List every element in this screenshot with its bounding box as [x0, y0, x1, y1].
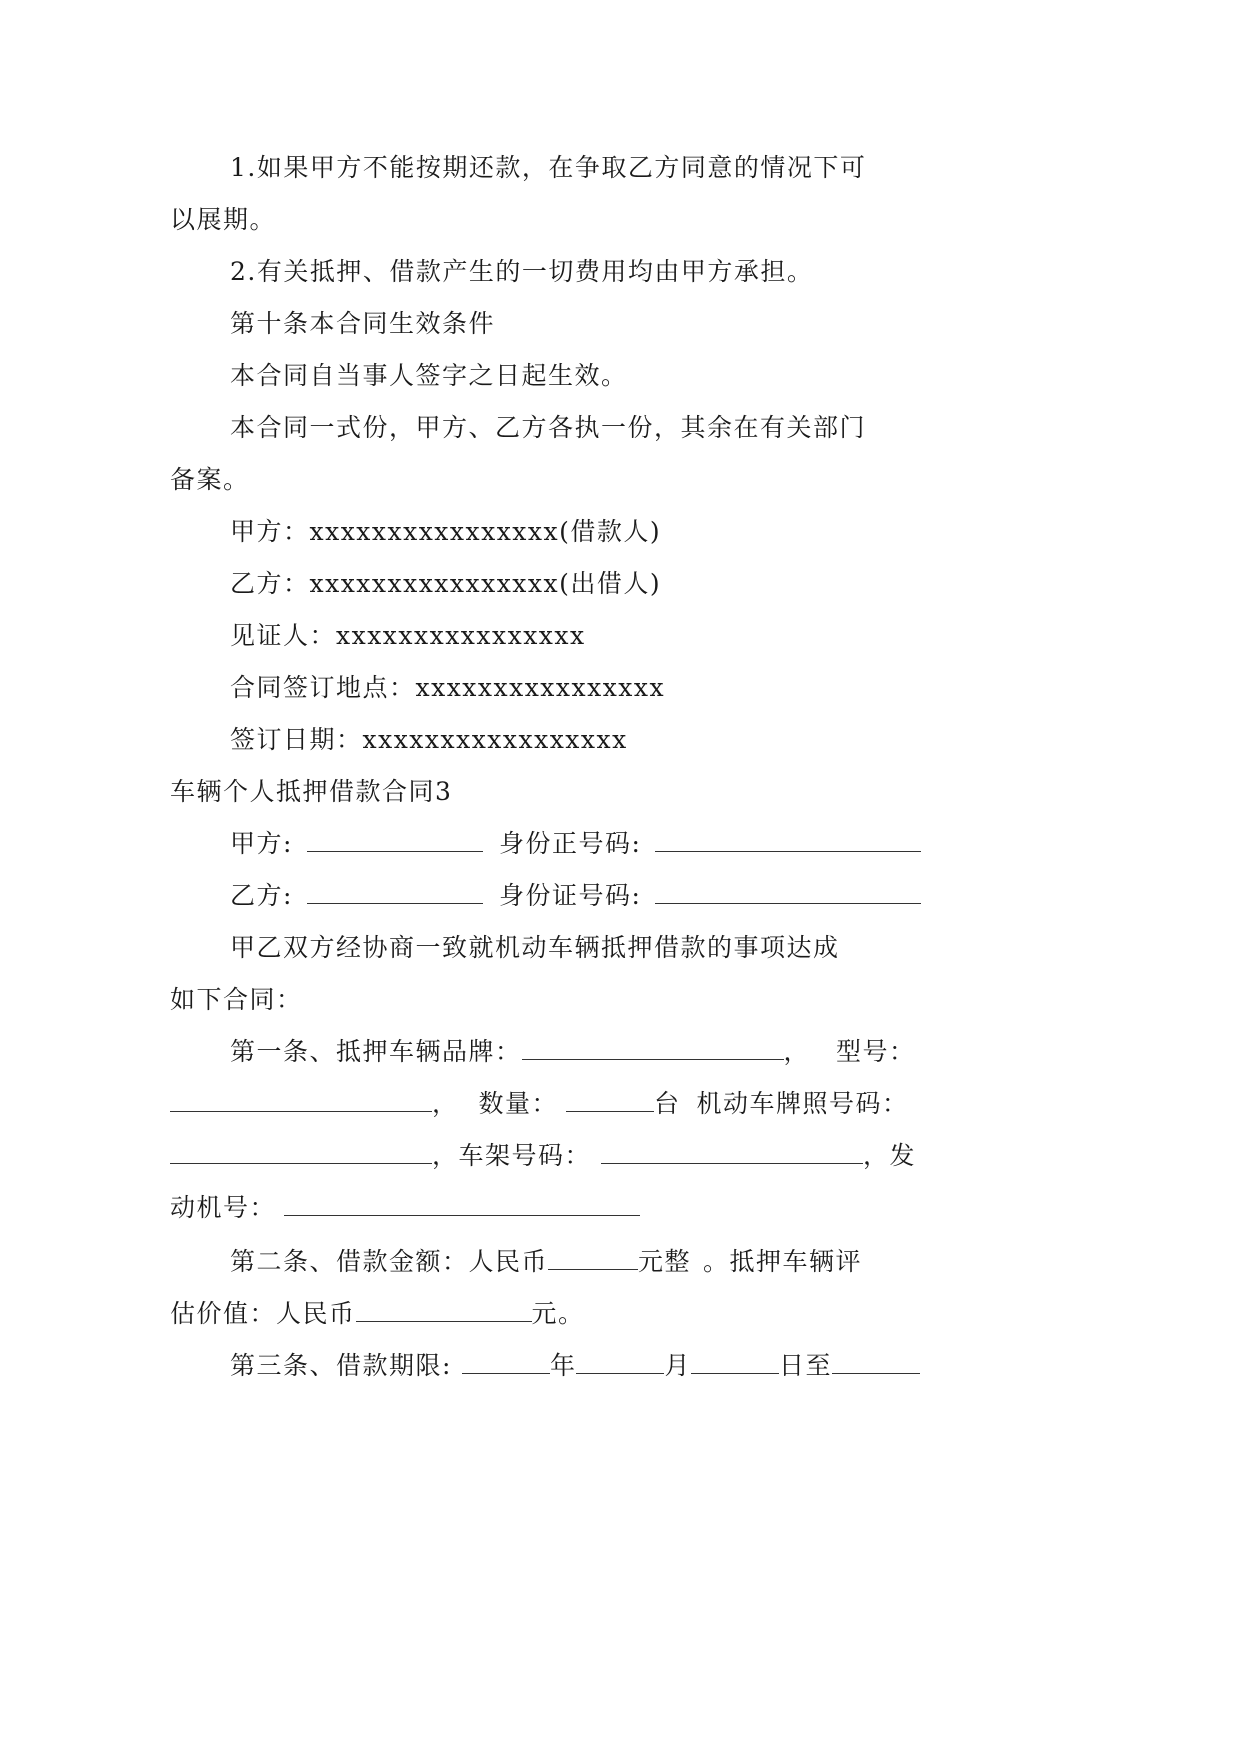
- brand-blank: [522, 1039, 784, 1060]
- valuation-label: 估价值：人民币: [170, 1299, 356, 1328]
- model-label: 型号：: [836, 1037, 916, 1066]
- quantity-blank: [566, 1091, 654, 1112]
- valuation-blank: [356, 1301, 532, 1322]
- quantity-label: 数量：: [478, 1089, 559, 1118]
- article-1-line-3: [170, 1140, 916, 1172]
- month-blank: [576, 1353, 664, 1374]
- party-b-blank: [307, 883, 483, 904]
- signature-party-a: 甲方：xxxxxxxxxxxxxxxx(借款人): [230, 517, 662, 546]
- paragraph-text: 本合同自当事人签字之日起生效。: [230, 361, 628, 390]
- amount-unit: 元整: [638, 1247, 692, 1276]
- paragraph-text: 2.有关抵押、借款产生的一切费用均由甲方承担。: [230, 257, 814, 286]
- signature-place: 合同签订地点：xxxxxxxxxxxxxxxx: [230, 673, 666, 702]
- valuation-unit: 元。: [531, 1299, 585, 1328]
- signature-date: 签订日期：xxxxxxxxxxxxxxxxx: [230, 725, 628, 754]
- model-blank: [170, 1091, 432, 1112]
- engine-label-start: ，发: [863, 1141, 917, 1170]
- engine-blank: [284, 1195, 640, 1216]
- party-a-label: 甲方:: [230, 829, 293, 858]
- contract-title: 车辆个人抵押借款合同3: [170, 777, 453, 806]
- unit-label: 台: [654, 1089, 681, 1118]
- year-blank: [462, 1353, 550, 1374]
- plate-label: 机动车牌照号码：: [696, 1089, 909, 1118]
- article-1-line-4: [170, 1192, 640, 1224]
- article-2-label: 第二条、借款金额：人民币: [230, 1247, 549, 1276]
- article-3-label: 第三条、借款期限:: [230, 1351, 452, 1380]
- frame-blank: [601, 1143, 863, 1164]
- engine-label-end: 动机号：: [170, 1193, 277, 1222]
- intro-text: 甲乙双方经协商一致就机动车辆抵押借款的事项达成: [230, 933, 840, 962]
- signature-witness: 见证人：xxxxxxxxxxxxxxxx: [230, 621, 586, 650]
- party-a-row: [230, 828, 921, 860]
- id-a-label: 身份正号码:: [498, 829, 642, 858]
- party-b-row: [230, 880, 921, 912]
- article-3-line-1: [230, 1350, 920, 1382]
- month-label: 月: [664, 1351, 691, 1380]
- paragraph-text: 以展期。: [170, 205, 277, 234]
- paragraph-text: 1.如果甲方不能按期还款，在争取乙方同意的情况下可: [230, 153, 867, 182]
- article-2-line-1: [230, 1246, 862, 1278]
- day-blank: [691, 1353, 779, 1374]
- punctuation: ，: [432, 1089, 459, 1118]
- signature-party-b: 乙方：xxxxxxxxxxxxxxxx(出借人): [230, 569, 662, 598]
- end-year-blank: [832, 1353, 920, 1374]
- punctuation: ，: [783, 1037, 811, 1066]
- paragraph-text: 备案。: [170, 465, 250, 494]
- id-a-blank: [655, 831, 921, 852]
- day-label: 日至: [778, 1351, 832, 1380]
- id-b-label: 身份证号码:: [498, 881, 642, 910]
- paragraph-text: 本合同一式份，甲方、乙方各执一份，其余在有关部门: [230, 413, 867, 442]
- party-a-blank: [307, 831, 483, 852]
- valuation-label-start: 。抵押车辆评: [703, 1247, 863, 1276]
- article-2-line-2: [170, 1298, 585, 1330]
- section-heading: 第十条本合同生效条件: [230, 309, 496, 338]
- party-b-label: 乙方:: [230, 881, 293, 910]
- article-1-line-1: [230, 1036, 916, 1068]
- id-b-blank: [655, 883, 921, 904]
- year-label: 年: [549, 1351, 577, 1380]
- intro-text: 如下合同：: [170, 985, 303, 1014]
- frame-label: ，车架号码：: [432, 1141, 592, 1170]
- amount-blank: [548, 1249, 638, 1270]
- plate-blank: [170, 1143, 432, 1164]
- article-1-label: 第一条、抵押车辆品牌：: [230, 1037, 522, 1066]
- article-1-line-2: [170, 1088, 909, 1120]
